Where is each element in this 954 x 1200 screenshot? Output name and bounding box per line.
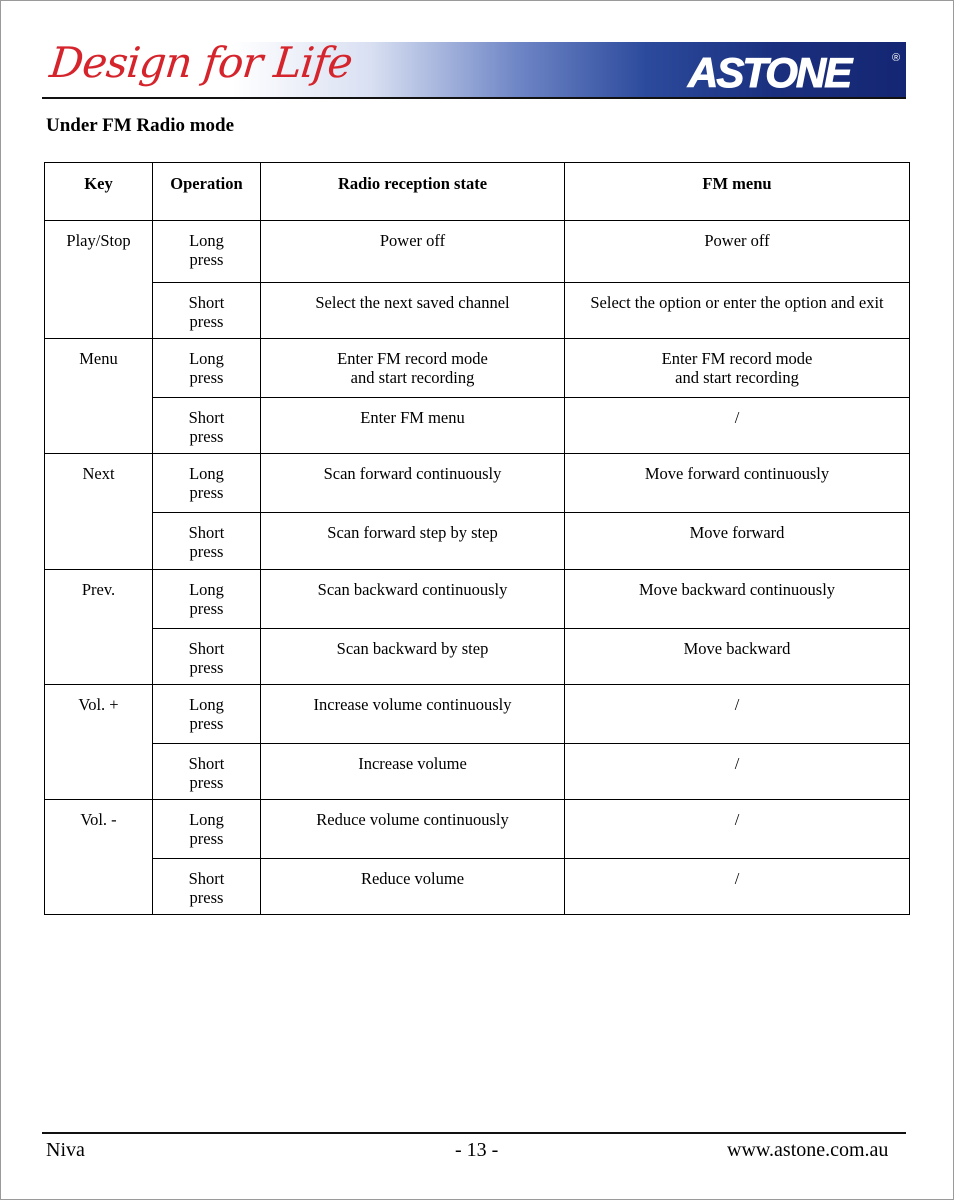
fm-menu-cell: / (565, 744, 910, 800)
table-header-row (45, 163, 910, 221)
operation-text: Long press (189, 810, 224, 848)
key-cell: Prev. (45, 570, 153, 685)
table-row (45, 221, 910, 283)
operation-text: Short press (188, 408, 225, 446)
operation-text: Long press (189, 695, 224, 733)
table-row (45, 685, 910, 744)
radio-state-cell: Increase volume (261, 744, 565, 800)
fm-menu-cell: Power off (565, 221, 910, 283)
fm-menu-cell: / (565, 859, 910, 915)
operation-text: Short press (188, 523, 225, 561)
radio-state-cell: Increase volume continuously (261, 685, 565, 744)
table-row (45, 398, 910, 454)
operation-cell (153, 398, 261, 454)
header-divider (42, 97, 906, 99)
header-fm-menu: FM menu (565, 163, 910, 221)
fm-menu-cell: Enter FM record mode and start recording (565, 339, 910, 398)
fm-menu-cell: / (565, 685, 910, 744)
header-radio-state: Radio reception state (261, 163, 565, 221)
slogan: Design for Life (47, 38, 355, 87)
operation-cell (153, 221, 261, 283)
radio-state-cell: Scan forward continuously (261, 454, 565, 513)
fm-menu-cell: Select the option or enter the option and exit (565, 283, 910, 339)
table-row (45, 800, 910, 859)
fm-menu-cell: / (565, 800, 910, 859)
radio-state-cell: Enter FM record mode and start recording (261, 339, 565, 398)
operation-cell (153, 513, 261, 570)
table-row (45, 454, 910, 513)
fm-menu-cell: / (565, 398, 910, 454)
radio-state-cell: Reduce volume (261, 859, 565, 915)
operation-cell (153, 454, 261, 513)
operation-cell (153, 283, 261, 339)
table-row (45, 859, 910, 915)
key-cell: Menu (45, 339, 153, 454)
operation-cell (153, 629, 261, 685)
footer-model: Niva (46, 1139, 85, 1161)
operation-text: Short press (188, 293, 225, 331)
table-row (45, 570, 910, 629)
radio-state-cell: Scan forward step by step (261, 513, 565, 570)
operation-text: Short press (188, 639, 225, 677)
table-row (45, 629, 910, 685)
table-row (45, 283, 910, 339)
key-operation-table (44, 162, 910, 915)
radio-state-cell: Reduce volume continuously (261, 800, 565, 859)
operation-text: Long press (189, 464, 224, 502)
key-cell: Play/Stop (45, 221, 153, 339)
operation-cell (153, 800, 261, 859)
radio-state-cell: Select the next saved channel (261, 283, 565, 339)
page-number: - 13 - (455, 1139, 499, 1161)
radio-state-cell: Enter FM menu (261, 398, 565, 454)
footer-website: www.astone.com.au (727, 1139, 889, 1161)
radio-state-cell: Scan backward continuously (261, 570, 565, 629)
table-row (45, 339, 910, 398)
key-cell: Vol. - (45, 800, 153, 915)
registered-mark-icon: ® (892, 52, 901, 64)
operation-cell (153, 859, 261, 915)
radio-state-cell: Scan backward by step (261, 629, 565, 685)
radio-state-cell: Power off (261, 221, 565, 283)
key-cell: Next (45, 454, 153, 570)
operation-text: Long press (189, 231, 224, 269)
operation-text: Long press (189, 580, 224, 618)
section-title: Under FM Radio mode (46, 115, 235, 136)
brand-wordmark: ASTONE (688, 49, 851, 95)
fm-menu-cell: Move forward continuously (565, 454, 910, 513)
operation-text: Long press (189, 349, 224, 387)
footer-divider (42, 1132, 906, 1134)
table-row (45, 513, 910, 570)
header-key: Key (45, 163, 153, 221)
fm-menu-cell: Move backward (565, 629, 910, 685)
operation-cell (153, 339, 261, 398)
operation-cell (153, 685, 261, 744)
operation-cell (153, 744, 261, 800)
operation-cell (153, 570, 261, 629)
table-row (45, 744, 910, 800)
operation-text: Short press (188, 869, 225, 907)
header-operation: Operation (153, 163, 261, 221)
fm-menu-cell: Move forward (565, 513, 910, 570)
operation-text: Short press (188, 754, 225, 792)
astone-logo (686, 49, 906, 95)
fm-menu-cell: Move backward continuously (565, 570, 910, 629)
key-cell: Vol. + (45, 685, 153, 800)
